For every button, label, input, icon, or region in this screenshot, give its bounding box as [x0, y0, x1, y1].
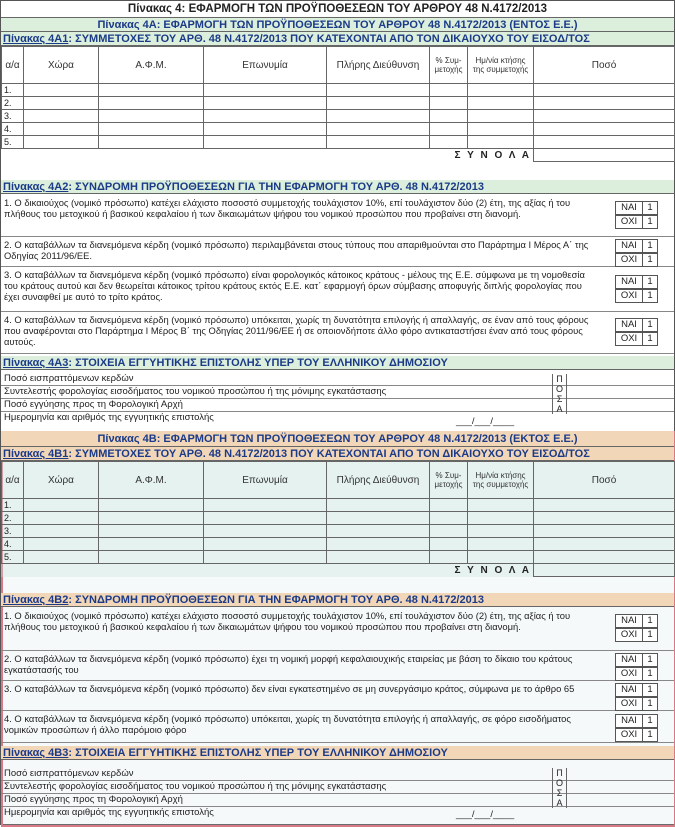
yes-label: ΝΑΙ — [616, 276, 643, 288]
yes-box[interactable] — [615, 614, 658, 628]
col-afm: Α.Φ.Μ. — [99, 47, 204, 84]
cell-name[interactable] — [204, 110, 327, 123]
cell-name[interactable] — [204, 512, 327, 525]
guarantee-line-2[interactable] — [1, 386, 674, 399]
row-number: 3. — [2, 110, 24, 123]
cell-address[interactable] — [327, 97, 430, 110]
yes-label: ΝΑΙ — [616, 684, 643, 696]
guarantee-line-3[interactable] — [1, 399, 674, 412]
no-box[interactable] — [615, 253, 658, 267]
condition-b-4 — [1, 711, 674, 743]
row-number: 4. — [2, 123, 24, 136]
table-4a3-code: Πίνακας 4Α3 — [3, 357, 69, 369]
cell-date[interactable] — [468, 512, 534, 525]
yes-box[interactable] — [615, 714, 658, 728]
no-box[interactable] — [615, 628, 658, 642]
condition-text: 3. Ο καταβάλλων τα διανεμόμενα κέρδη (νομικό πρόσωπο) είναι φορολογικός κάτοικος κράτους - μέλους της Ε.Ε. σύμφωνα με τη νομοθεσία του κράτους αυτού και δεν θεωρείται κάτοικος τρίτου κράτους εκτός Ε.Ε. κατ΄ εφαρμογή όρων σύμβασης αποφυγής διπλής φορολογίας που έχει συναφθεί με αυτό το τρίτο κράτος. — [4, 269, 585, 302]
table-row — [2, 84, 675, 97]
yes-code: 1 — [647, 654, 653, 665]
cell-date[interactable] — [468, 84, 534, 97]
no-label: ΟΧΙ — [616, 668, 643, 680]
posa-letter: Π — [556, 768, 563, 778]
col-country: Χώρα — [24, 47, 99, 84]
guarantee-line-4[interactable] — [1, 807, 674, 819]
cell-country[interactable] — [24, 84, 99, 97]
no-code: 1 — [647, 629, 653, 640]
table-row — [2, 499, 675, 512]
yes-code: 1 — [647, 715, 653, 726]
condition-text: 4. Ο καταβάλλων τα διανεμόμενα κέρδη (νομικό πρόσωπο) υπόκειται, χωρίς τη δυνατότητα επιλογής ή απαλλαγής, σε έναν από τους φόρους που αναφέρονται στο Παράρτημα Ι Μέρος Β΄ της Οδηγίας 2011/96/ΕΕ ή σε οποιονδήποτε άλλο φόρο αντικαταστήσει έναν από τους φόρους αυτούς. — [4, 314, 589, 347]
yes-box[interactable] — [615, 318, 658, 332]
table-row — [2, 97, 675, 110]
cell-country[interactable] — [24, 97, 99, 110]
guarantee-label: Ημερομηνία και αριθμός της εγγυητικής επιστολής — [4, 807, 214, 818]
table-4a1-text: : ΣΥΜΜΕΤΟΧΕΣ ΤΟΥ ΑΡΘ. 48 Ν.4172/2013 ΠΟΥ ΚΑΤΕΧΟΝΤΑΙ ΑΠΟ ΤΟΝ ΔΙΚΑΙΟΥΧΟ ΤΟΥ ΕΙΣΟΔ/ΤΟΣ — [68, 33, 590, 45]
no-code: 1 — [647, 668, 653, 679]
posa-letter: Α — [556, 798, 563, 808]
guarantee-label: Ημερομηνία και αριθμός της εγγυητικής επιστολής — [4, 412, 214, 423]
col-country: Χώρα — [24, 462, 99, 499]
col-name: Επωνυμία — [204, 47, 327, 84]
no-code: 1 — [647, 333, 653, 344]
posa-letter: Π — [556, 374, 563, 384]
no-label: ΟΧΙ — [616, 698, 643, 710]
table-4a3-heading — [1, 356, 674, 370]
cell-afm[interactable] — [99, 538, 204, 551]
no-label: ΟΧΙ — [616, 729, 643, 741]
cell-name[interactable] — [204, 538, 327, 551]
cell-afm[interactable] — [99, 525, 204, 538]
table-4b1-code: Πίνακας 4Β1 — [3, 448, 69, 460]
yes-label: ΝΑΙ — [616, 240, 643, 252]
posa-column-b — [552, 768, 567, 808]
cell-afm[interactable] — [99, 97, 204, 110]
cell-amount[interactable] — [534, 123, 675, 136]
no-code: 1 — [647, 729, 653, 740]
table-4b-title: Πίνακας 4Β: ΕΦΑΡΜΟΓΗ ΤΩΝ ΠΡΟΫΠΟΘΕΣΕΩΝ ΤΟΥ ΑΡΘΡΟΥ 48 Ν.4172/2013 (ΕΚΤΟΣ Ε.Ε.) — [1, 431, 674, 447]
cell-name[interactable] — [204, 136, 327, 149]
cell-country[interactable] — [24, 123, 99, 136]
table-row — [2, 512, 675, 525]
table-4a2-code: Πίνακας 4Α2 — [3, 181, 69, 193]
yes-code: 1 — [647, 615, 653, 626]
cell-country[interactable] — [24, 136, 99, 149]
table-4b3-code: Πίνακας 4Β3 — [3, 747, 69, 759]
condition-a-1 — [1, 195, 674, 237]
cell-percent[interactable] — [430, 551, 468, 564]
condition-b-3 — [1, 681, 674, 711]
yes-label: ΝΑΙ — [616, 319, 643, 331]
col-percent: % Συμ- μετοχής — [430, 462, 468, 499]
cell-percent[interactable] — [430, 512, 468, 525]
row-number: 1. — [2, 499, 24, 512]
cell-afm[interactable] — [99, 136, 204, 149]
cell-afm[interactable] — [99, 512, 204, 525]
table-4a3-text: : ΣΤΟΙΧΕΙΑ ΕΓΓΥΗΤΙΚΗΣ ΕΠΙΣΤΟΛΗΣ ΥΠΕΡ ΤΟΥ ΕΛΛΗΝΙΚΟΥ ΔΗΜΟΣΙΟΥ — [68, 357, 448, 369]
cell-afm[interactable] — [99, 110, 204, 123]
no-box[interactable] — [615, 332, 658, 346]
yes-code: 1 — [647, 276, 653, 287]
cell-country[interactable] — [24, 525, 99, 538]
table-4a2-text: : ΣΥΝΔΡΟΜΗ ΠΡΟΫΠΟΘΕΣΕΩΝ ΓΙΑ ΤΗΝ ΕΦΑΡΜΟΓΗ ΤΟΥ ΑΡΘ. 48 Ν.4172/2013 — [68, 181, 484, 193]
no-label: ΟΧΙ — [616, 216, 643, 228]
doc-title: Πίνακας 4: ΕΦΑΡΜΟΓΗ ΤΩΝ ΠΡΟΫΠΟΘΕΣΕΩΝ ΤΟΥ ΑΡΘΡΟΥ 48 Ν.4172/2013 — [1, 1, 674, 18]
yes-box[interactable] — [615, 653, 658, 667]
table-4b1-text: : ΣΥΜΜΕΤΟΧΕΣ ΤΟΥ ΑΡΘ. 48 Ν.4172/2013 ΠΟΥ ΚΑΤΕΧΟΝΤΑΙ ΑΠΟ ΤΟΝ ΔΙΚΑΙΟΥΧΟ ΤΟΥ ΕΙΣΟΔ/ΤΟΣ — [68, 448, 590, 460]
guarantee-line-1[interactable] — [1, 373, 674, 386]
guarantee-line-2[interactable] — [1, 781, 674, 794]
posa-letter: Ο — [555, 384, 563, 394]
table-4b3-heading — [1, 746, 674, 760]
sum-amount[interactable] — [534, 149, 675, 162]
cell-afm[interactable] — [99, 499, 204, 512]
condition-text: 2. Ο καταβάλλων τα διανεμόμενα κέρδη (νομικό πρόσωπο) περιλαμβάνεται στους τύπους που απαριθμούνται στο Παράρτημα Ι Μέρος Α΄ της Οδηγίας 2011/96/ΕΕ. — [4, 239, 589, 261]
participations-table-a — [1, 46, 675, 162]
yes-label: ΝΑΙ — [616, 654, 643, 666]
condition-b-2 — [1, 651, 674, 681]
sum-label: Σ Υ Ν Ο Λ Α — [2, 149, 534, 162]
cell-percent[interactable] — [430, 97, 468, 110]
guarantee-label: Ποσό εισπραττόμενων κερδών — [4, 768, 134, 779]
posa-column-a — [552, 374, 567, 414]
condition-a-3 — [1, 267, 674, 312]
table-4a1-code: Πίνακας 4Α1 — [3, 33, 69, 45]
row-number: 2. — [2, 97, 24, 110]
cell-amount[interactable] — [534, 525, 675, 538]
no-box[interactable] — [615, 215, 658, 229]
cell-percent[interactable] — [430, 110, 468, 123]
no-label: ΟΧΙ — [616, 629, 643, 641]
table-4b2-text: : ΣΥΝΔΡΟΜΗ ΠΡΟΫΠΟΘΕΣΕΩΝ ΓΙΑ ΤΗΝ ΕΦΑΡΜΟΓΗ ΤΟΥ ΑΡΘ. 48 Ν.4172/2013 — [68, 594, 484, 606]
cell-amount[interactable] — [534, 97, 675, 110]
col-date: Ημ/νία κτήσης της συμμετοχής — [468, 47, 534, 84]
cell-address[interactable] — [327, 136, 430, 149]
col-percent: % Συμ- μετοχής — [430, 47, 468, 84]
table-row — [2, 136, 675, 149]
cell-amount[interactable] — [534, 110, 675, 123]
cell-percent[interactable] — [430, 123, 468, 136]
cell-amount[interactable] — [534, 538, 675, 551]
cell-address[interactable] — [327, 525, 430, 538]
no-label: ΟΧΙ — [616, 254, 643, 266]
col-date: Ημ/νία κτήσης της συμμετοχής — [468, 462, 534, 499]
col-aa: α/α — [2, 462, 24, 499]
yes-label: ΝΑΙ — [616, 615, 643, 627]
yes-box[interactable] — [615, 239, 658, 253]
row-number: 5. — [2, 551, 24, 564]
condition-a-4 — [1, 312, 674, 354]
table-row — [2, 525, 675, 538]
row-number: 1. — [2, 84, 24, 97]
guarantee-label: Ποσό εγγύησης προς τη Φορολογική Αρχή — [4, 794, 183, 805]
table-4a-title: Πίνακας 4Α: ΕΦΑΡΜΟΓΗ ΤΩΝ ΠΡΟΫΠΟΘΕΣΕΩΝ ΤΟΥ ΑΡΘΡΟΥ 48 Ν.4172/2013 (ΕΝΤΟΣ Ε.Ε.) — [1, 18, 674, 32]
sum-label: Σ Υ Ν Ο Λ Α — [2, 564, 534, 577]
no-code: 1 — [647, 254, 653, 265]
no-box[interactable] — [615, 289, 658, 303]
cell-country[interactable] — [24, 551, 99, 564]
yes-label: ΝΑΙ — [616, 715, 643, 727]
cell-date[interactable] — [468, 525, 534, 538]
condition-text: 1. Ο δικαιούχος (νομικό πρόσωπο) κατέχει ελάχιστο ποσοστό συμμετοχής τουλάχιστον 10%, επί τουλάχιστον δύο (2) έτη, της αξίας ή του πλήθους του μετοχικού ή βασικού κεφαλαίου ή των δικαιωμάτων ψήφου του νομικού προσώπου που προβαίνει στη διανομή. — [4, 610, 571, 632]
condition-text: 4. Ο καταβάλλων τα διανεμόμενα κέρδη (νομικό πρόσωπο) υπόκειται, χωρίς τη δυνατότητα επιλογής ή απαλλαγής, σε φόρο εισοδήματος νομικών προσώπων ή άλλο παρόμοιο φόρο — [4, 713, 571, 735]
posa-letter: Ο — [555, 778, 563, 788]
cell-name[interactable] — [204, 551, 327, 564]
cell-percent[interactable] — [430, 136, 468, 149]
cell-percent[interactable] — [430, 525, 468, 538]
cell-date[interactable] — [468, 123, 534, 136]
col-name: Επωνυμία — [204, 462, 327, 499]
guarantee-label: Συντελεστής φορολογίας εισοδήματος του νομικού προσώπου ή της μόνιμης εγκατάστασης — [4, 781, 387, 792]
col-afm: Α.Φ.Μ. — [99, 462, 204, 499]
cell-date[interactable] — [468, 499, 534, 512]
posa-letter: Σ — [556, 394, 563, 404]
sum-row — [2, 149, 675, 162]
cell-name[interactable] — [204, 525, 327, 538]
cell-afm[interactable] — [99, 551, 204, 564]
col-amount: Ποσό — [534, 47, 675, 84]
cell-address[interactable] — [327, 110, 430, 123]
yes-box[interactable] — [615, 683, 658, 697]
table-row — [2, 538, 675, 551]
sum-amount[interactable] — [534, 564, 675, 577]
cell-country[interactable] — [24, 499, 99, 512]
table-4a1-heading — [1, 32, 674, 46]
no-box[interactable] — [615, 728, 658, 742]
cell-amount[interactable] — [534, 84, 675, 97]
condition-text: 1. Ο δικαιούχος (νομικό πρόσωπο) κατέχει ελάχιστο ποσοστό συμμετοχής τουλάχιστον 10%, επί τουλάχιστον δύο (2) έτη, της αξίας ή του πλήθους του μετοχικού ή βασικού κεφαλαίου ή των δικαιωμάτων ψήφου του νομικού προσώπου που προβαίνει στη διανομή. — [4, 197, 571, 219]
cell-date[interactable] — [468, 110, 534, 123]
guarantee-line-3[interactable] — [1, 794, 674, 807]
cell-name[interactable] — [204, 84, 327, 97]
row-number: 3. — [2, 525, 24, 538]
guarantee-date[interactable]: ___/___/____ — [456, 809, 515, 820]
cell-amount[interactable] — [534, 136, 675, 149]
yes-box[interactable] — [615, 201, 658, 215]
cell-amount[interactable] — [534, 512, 675, 525]
posa-letter: Σ — [556, 788, 563, 798]
condition-text: 3. Ο καταβάλλων τα διανεμόμενα κέρδη (νομικό πρόσωπο) δεν είναι εγκατεστημένο σε μη συνεργάσιμο κράτος, σύμφωνα με το άρθρο 65 — [4, 683, 575, 694]
col-address: Πλήρης Διεύθυνση — [327, 47, 430, 84]
no-code: 1 — [647, 216, 653, 227]
table-4a2-heading — [1, 180, 674, 194]
cell-name[interactable] — [204, 97, 327, 110]
cell-name[interactable] — [204, 499, 327, 512]
row-number: 5. — [2, 136, 24, 149]
cell-country[interactable] — [24, 538, 99, 551]
sum-row — [2, 564, 675, 577]
table-row — [2, 551, 675, 564]
guarantee-label: Συντελεστής φορολογίας εισοδήματος του νομικού προσώπου ή της μόνιμης εγκατάστασης — [4, 386, 387, 397]
cell-date[interactable] — [468, 538, 534, 551]
condition-b-1 — [1, 608, 674, 651]
yes-label: ΝΑΙ — [616, 202, 643, 214]
cell-percent[interactable] — [430, 84, 468, 97]
no-label: ΟΧΙ — [616, 290, 643, 302]
cell-country[interactable] — [24, 110, 99, 123]
guarantee-line-4[interactable] — [1, 412, 674, 424]
cell-afm[interactable] — [99, 123, 204, 136]
cell-name[interactable] — [204, 123, 327, 136]
no-code: 1 — [647, 290, 653, 301]
yes-box[interactable] — [615, 275, 658, 289]
cell-date[interactable] — [468, 97, 534, 110]
cell-address[interactable] — [327, 123, 430, 136]
no-label: ΟΧΙ — [616, 333, 643, 345]
col-aa: α/α — [2, 47, 24, 84]
yes-code: 1 — [647, 240, 653, 251]
cell-percent[interactable] — [430, 538, 468, 551]
cell-address[interactable] — [327, 499, 430, 512]
condition-a-2 — [1, 237, 674, 267]
condition-text: 2. Ο καταβάλλων τα διανεμόμενα κέρδη (νομικό πρόσωπο) έχει τη νομική μορφή κεφαλαιουχικής εταιρείας με βάση το δίκαιο του κράτους εγκατάστασής του — [4, 653, 573, 675]
table-row — [2, 110, 675, 123]
col-amount: Ποσό — [534, 462, 675, 499]
table-row — [2, 123, 675, 136]
row-number: 4. — [2, 538, 24, 551]
cell-afm[interactable] — [99, 84, 204, 97]
table-4b2-code: Πίνακας 4Β2 — [3, 594, 69, 606]
no-code: 1 — [647, 698, 653, 709]
cell-country[interactable] — [24, 512, 99, 525]
yes-code: 1 — [647, 202, 653, 213]
participations-table-b — [1, 461, 675, 577]
yes-code: 1 — [647, 319, 653, 330]
yes-code: 1 — [647, 684, 653, 695]
guarantee-label: Ποσό εγγύησης προς τη Φορολογική Αρχή — [4, 399, 183, 410]
guarantee-line-1[interactable] — [1, 768, 674, 781]
cell-amount[interactable] — [534, 551, 675, 564]
cell-amount[interactable] — [534, 499, 675, 512]
cell-date[interactable] — [468, 551, 534, 564]
no-box[interactable] — [615, 697, 658, 711]
cell-percent[interactable] — [430, 499, 468, 512]
table-4b2-heading — [1, 593, 674, 607]
posa-letter: Α — [556, 404, 563, 414]
no-box[interactable] — [615, 667, 658, 681]
guarantee-date[interactable]: ___/___/____ — [456, 416, 515, 427]
cell-address[interactable] — [327, 538, 430, 551]
cell-date[interactable] — [468, 136, 534, 149]
cell-address[interactable] — [327, 84, 430, 97]
cell-address[interactable] — [327, 551, 430, 564]
row-number: 2. — [2, 512, 24, 525]
table-4b1-heading — [1, 447, 674, 461]
guarantee-label: Ποσό εισπραττόμενων κερδών — [4, 373, 134, 384]
col-address: Πλήρης Διεύθυνση — [327, 462, 430, 499]
cell-address[interactable] — [327, 512, 430, 525]
table-4b3-text: : ΣΤΟΙΧΕΙΑ ΕΓΓΥΗΤΙΚΗΣ ΕΠΙΣΤΟΛΗΣ ΥΠΕΡ ΤΟΥ ΕΛΛΗΝΙΚΟΥ ΔΗΜΟΣΙΟΥ — [68, 747, 448, 759]
